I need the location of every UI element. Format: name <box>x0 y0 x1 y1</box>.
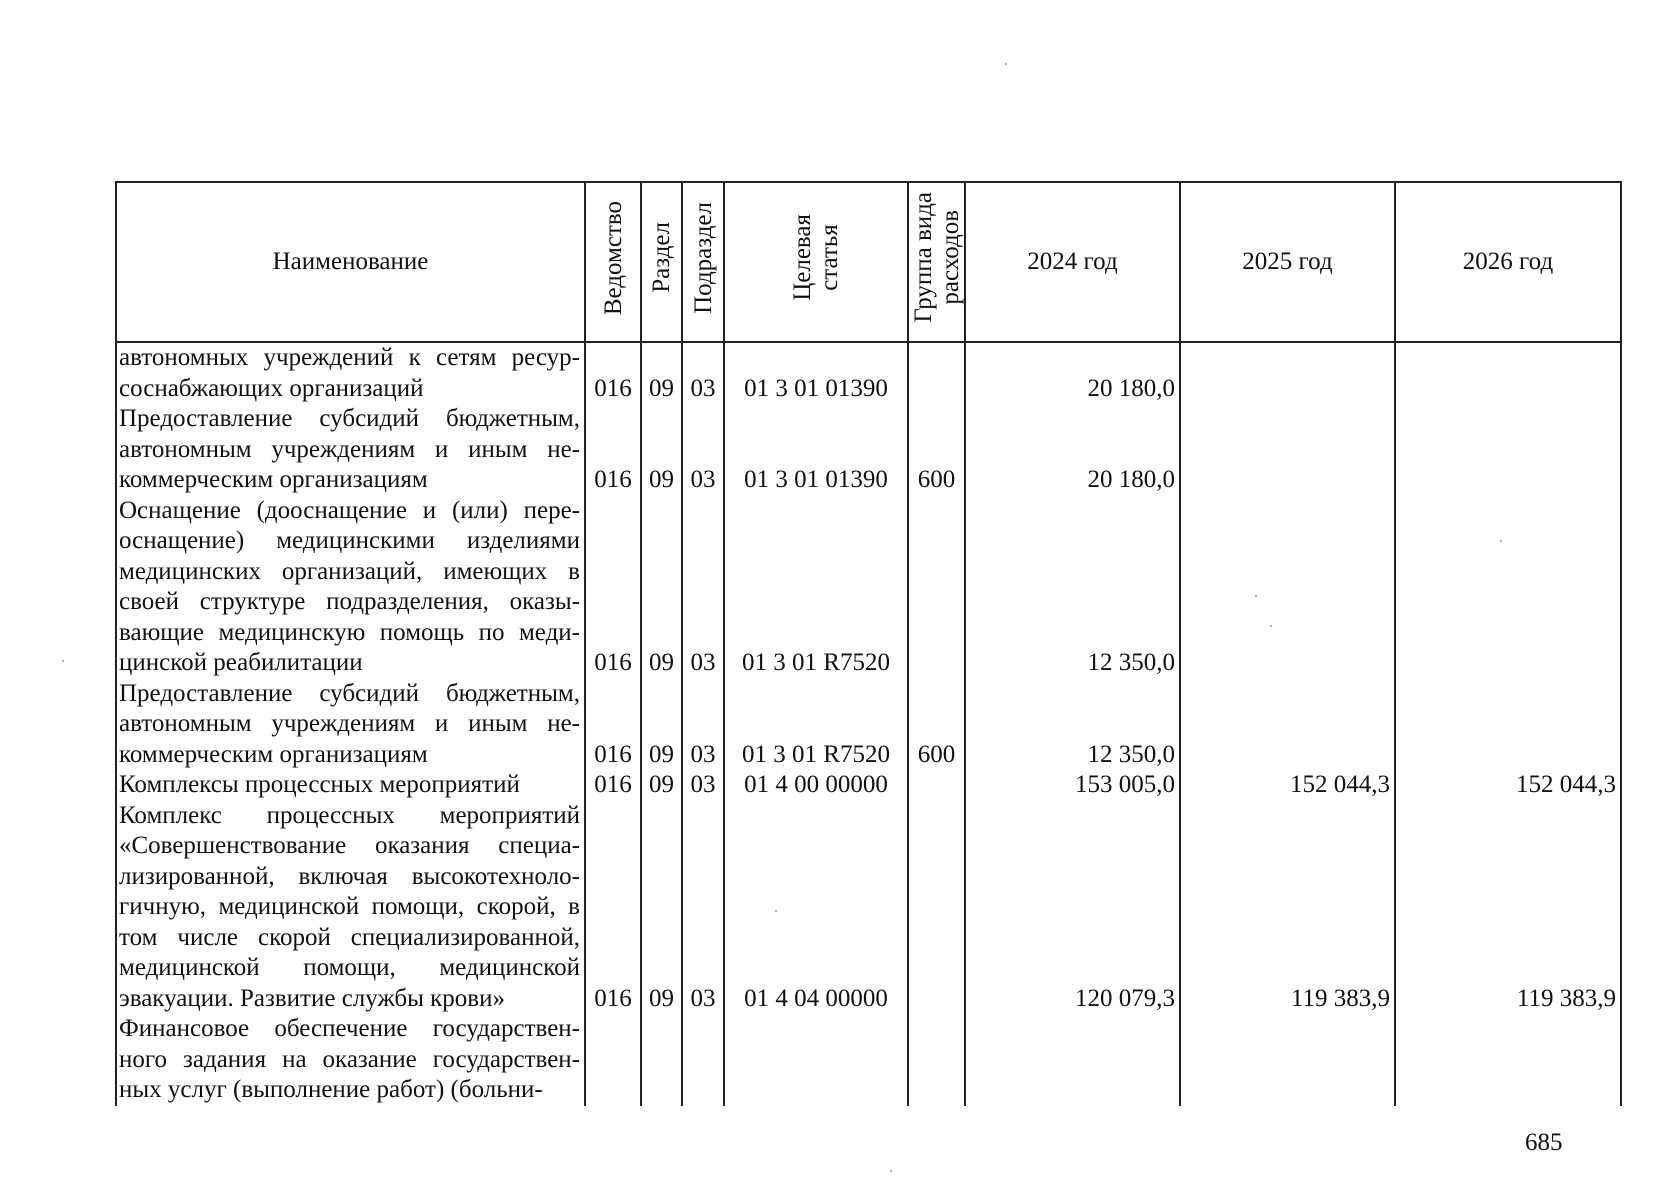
header-name: Наименование <box>116 182 585 342</box>
header-subsection: Подраздел <box>682 182 724 342</box>
cell-section: 09 <box>641 404 682 496</box>
cell-expense-group <box>908 1014 965 1106</box>
cell-name <box>116 770 585 801</box>
cell-expense-group <box>908 801 965 1015</box>
table-row <box>116 679 1621 771</box>
scan-speck <box>62 660 64 662</box>
cell-target-article: 01 4 04 00000 <box>724 801 908 1015</box>
cell-expense-group <box>908 496 965 679</box>
cell-target-article: 01 3 01 01390 <box>724 342 908 404</box>
cell-2026 <box>1395 1014 1621 1106</box>
cell-name <box>116 404 585 496</box>
cell-section: 09 <box>641 679 682 771</box>
cell-2024: 20 180,0 <box>965 404 1180 496</box>
cell-target-article: 01 4 00 00000 <box>724 770 908 801</box>
cell-2026 <box>1395 342 1621 404</box>
name-line: том числе скорой специализированной, <box>119 923 580 951</box>
name-line: лизированной, включая высокотехноло- <box>119 862 580 890</box>
cell-section: 09 <box>641 770 682 801</box>
cell-department: 016 <box>585 801 641 1015</box>
cell-name <box>116 679 585 771</box>
cell-subsection: 03 <box>682 801 724 1015</box>
cell-department: 016 <box>585 770 641 801</box>
budget-table <box>115 181 1622 1106</box>
cell-section: 09 <box>641 496 682 679</box>
header-2025: 2025 год <box>1180 182 1395 342</box>
name-line: автономным учреждениям и иным не- <box>119 710 580 737</box>
table-row <box>116 770 1621 801</box>
header-expense-group: Группа вида расходов <box>908 182 965 342</box>
header-2024: 2024 год <box>965 182 1180 342</box>
cell-2026: 152 044,3 <box>1395 770 1621 801</box>
name-line: соснабжающих организаций <box>119 374 424 402</box>
scan-speck <box>890 1170 892 1172</box>
cell-target-article: 01 3 01 R7520 <box>724 679 908 771</box>
header-department: Ведомство <box>585 182 641 342</box>
scan-speck <box>1270 625 1272 627</box>
cell-2024 <box>965 1014 1180 1106</box>
cell-2025 <box>1180 342 1395 404</box>
cell-2025 <box>1180 1014 1395 1106</box>
cell-2025: 152 044,3 <box>1180 770 1395 801</box>
page-number: 685 <box>1525 1129 1563 1156</box>
cell-section: 09 <box>641 342 682 404</box>
cell-2026 <box>1395 496 1621 679</box>
header-target-article: Целевая статья <box>724 182 908 342</box>
name-line: коммерческим организациям <box>119 466 428 493</box>
scan-speck <box>1500 540 1502 542</box>
name-line: Предоставление субсидий бюджетным, <box>119 679 580 707</box>
cell-name <box>116 801 585 1015</box>
cell-2024: 12 350,0 <box>965 679 1180 771</box>
cell-target-article: 01 3 01 01390 <box>724 404 908 496</box>
scan-speck <box>1005 63 1007 65</box>
name-line: коммерческим организациям <box>119 740 428 768</box>
cell-expense-group <box>908 342 965 404</box>
table-header-row <box>116 182 1621 342</box>
name-line: медицинских организаций, имеющих в <box>119 557 580 585</box>
cell-department: 016 <box>585 496 641 679</box>
table-row <box>116 404 1621 496</box>
cell-2024: 120 079,3 <box>965 801 1180 1015</box>
header-2026: 2026 год <box>1395 182 1621 342</box>
table-row <box>116 1014 1621 1106</box>
cell-department <box>585 1014 641 1106</box>
name-line: оснащение) медицинскими изделиями <box>119 527 580 554</box>
scan-speck <box>1255 595 1257 597</box>
header-section: Раздел <box>641 182 682 342</box>
cell-2024: 12 350,0 <box>965 496 1180 679</box>
name-line: «Совершенствование оказания специа- <box>119 832 580 859</box>
name-line: гичную, медицинской помощи, скорой, в <box>119 893 580 920</box>
name-line: Финансовое обеспечение государствен- <box>119 1015 580 1042</box>
name-line: вающие медицинскую помощь по меди- <box>119 618 580 646</box>
name-line: эвакуации. Развитие службы крови» <box>119 984 505 1012</box>
cell-2025 <box>1180 679 1395 771</box>
cell-2026 <box>1395 404 1621 496</box>
cell-subsection: 03 <box>682 404 724 496</box>
name-line: Оснащение (дооснащение и (или) пере- <box>119 496 580 524</box>
cell-target-article <box>724 1014 908 1106</box>
name-line: своей структуре подразделения, оказы- <box>119 588 580 615</box>
table-row <box>116 342 1621 404</box>
name-line: ного задания на оказание государствен- <box>119 1045 580 1073</box>
cell-expense-group <box>908 770 965 801</box>
name-line: Предоставление субсидий бюджетным, <box>119 405 580 432</box>
name-line: ных услуг (выполнение работ) (больни- <box>119 1076 543 1103</box>
cell-section: 09 <box>641 801 682 1015</box>
cell-subsection: 03 <box>682 496 724 679</box>
scan-speck <box>775 910 777 912</box>
cell-expense-group: 600 <box>908 404 965 496</box>
cell-2025 <box>1180 404 1395 496</box>
cell-subsection: 03 <box>682 342 724 404</box>
cell-2025 <box>1180 496 1395 679</box>
cell-subsection: 03 <box>682 679 724 771</box>
cell-name <box>116 496 585 679</box>
cell-name <box>116 342 585 404</box>
name-line: цинской реабилитации <box>119 649 363 676</box>
cell-department: 016 <box>585 679 641 771</box>
cell-subsection: 03 <box>682 770 724 801</box>
name-line: медицинской помощи, медицинской <box>119 954 580 981</box>
cell-subsection <box>682 1014 724 1106</box>
cell-section <box>641 1014 682 1106</box>
name-line: Комплексы процессных мероприятий <box>119 771 520 798</box>
cell-department: 016 <box>585 404 641 496</box>
cell-name <box>116 1014 585 1106</box>
cell-target-article: 01 3 01 R7520 <box>724 496 908 679</box>
table-row <box>116 801 1621 1015</box>
name-line: автономных учреждений к сетям ресур- <box>119 344 580 371</box>
table-row <box>116 496 1621 679</box>
cell-expense-group: 600 <box>908 679 965 771</box>
cell-2026 <box>1395 679 1621 771</box>
name-line: Комплекс процессных мероприятий <box>119 801 580 829</box>
cell-2026: 119 383,9 <box>1395 801 1621 1015</box>
name-line: автономным учреждениям и иным не- <box>119 435 580 463</box>
cell-2024: 153 005,0 <box>965 770 1180 801</box>
cell-department: 016 <box>585 342 641 404</box>
cell-2024: 20 180,0 <box>965 342 1180 404</box>
cell-2025: 119 383,9 <box>1180 801 1395 1015</box>
